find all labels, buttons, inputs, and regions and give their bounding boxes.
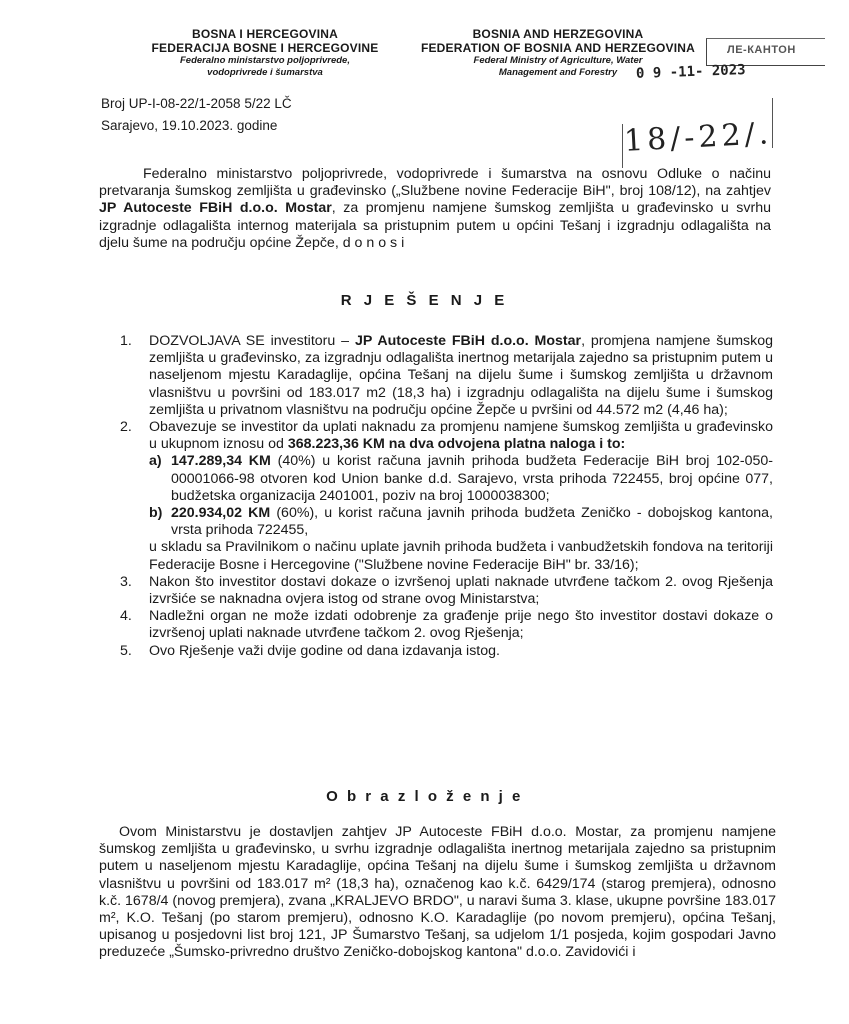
stamp-title: ЛЕ-КАНТОН	[727, 44, 796, 56]
payment-a-label: a)	[149, 453, 162, 470]
payment-a-text: (40%) u korist računa javnih prihoda budžeta Federacije BiH broj 102-050-00001066-98 otvoren kod Union banke d.d. Sarajevo, vrsta prihoda 722455, broj općine 077, budžetska organizacija 2401001, poziv na broj 1000038300;	[171, 453, 774, 504]
item-number: 1.	[120, 333, 132, 349]
header-left-ministry: Federalno ministarstvo poljoprivrede,	[180, 55, 350, 67]
payment-a-amount: 147.289,34 KM	[171, 453, 271, 470]
payment-b-text: (60%), u korist računa javnih prihoda budžeta Zeničko - dobojskog kantona, vrsta prihoda 722455,	[171, 505, 773, 539]
item-1-text-pre: DOZVOLJAVA SE investitoru –	[149, 333, 355, 349]
item-5-text: Ovo Rješenje važi dvije godine od dana izdavanja istog.	[149, 642, 500, 659]
item-2-regulation: u skladu sa Pravilnikom o načinu uplate javnih prihoda budžeta i vanbudžetskih fondova na teritoriji Federacije Bosne i Hercegovine ("Službene novine Federacije BiH" br. 33/16);	[149, 539, 773, 573]
intro-text-1: Federalno ministarstvo poljoprivrede, vodoprivrede i šumarstva na osnovu Odluke o načinu pretvaranja šumskog zemljišta u građevinsko („Službene novine Federacije BiH", broj 108/12), na zahtjev	[99, 166, 771, 200]
item-1-text-post: , promjena namjene šumskog zemljišta u građevinsko, za izgradnju odlagališta inertnog metarijala zajedno sa pristupnim putem u naseljenom mjestu Karadaglije, općina Tešanj na dijelu šume i šumskog zemljišta u državnom vlasništvu u površini od 183.017 m2 (18,3 ha) i izgradnju odlagališta na dijelu šume i šumskog zemljišta u privatnom vlasništvu na području općine Žepče u pvršini od 44.572 m2 (4,46 ha);	[149, 333, 773, 418]
header-right-federation: FEDERATION OF BOSNIA AND HERZEGOVINA	[420, 41, 696, 56]
handwritten-note: 18/-22/.	[623, 116, 774, 159]
item-4-text: Nadležni organ ne može izdati odobrenje za građenje prije nego što investitor dostavi dokaze o izvršenoj uplati naknade utvrđene tačkom 2. ovog Rješenja;	[149, 608, 773, 642]
item-1-investor: JP Autoceste FBiH d.o.o. Mostar	[354, 333, 582, 349]
header-left-federation: FEDERACIJA BOSNE I HERCEGOVINE	[151, 41, 379, 56]
header-left-country: BOSNA I HERCEGOVINA	[191, 27, 339, 41]
explanation-paragraph: Ovom Ministarstvu je dostavljen zahtjev JP Autoceste FBiH d.o.o. Mostar, za promjenu namjene šumskog zemljišta u građevinsko, u svrhu izgradnje odlagališta inertnog metarijala zajedno sa pristupnim putem u naseljenom mjestu Karadaglije, općina Tešanj na dijelu šume i šumskog zemljišta u državnom vlasništvu u površini od 183.017 m² (18,3 ha), označenog kao k.č. 6429/174 (starog premjera), odnosno k.č. 1678/4 (novog premjera), zvana „KRALJEVO BRDO", u naravi šuma 3. klase, ukupne površine 183.017 m², K.O. Tešanj (po starom premjeru), odnosno K.O. Karadaglije (po novom premjeru), općina Tešanj, upisanog u posjedovni list broj 121, JP Šumarstvo Tešanj, sa udjelom 1/1 posjeda, kojim gospodari Javno preduzeće „Šumsko-privredno društvo Zeničko-dobojskog kantona" d.o.o. Zavidovići i	[99, 824, 776, 961]
reception-stamp	[706, 38, 825, 66]
header-left-ministry-2: vodoprivrede i šumarstva	[207, 66, 323, 78]
header-left	[130, 27, 400, 78]
decision-item-4	[101, 608, 773, 642]
intro-paragraph	[99, 166, 771, 252]
intro-applicant: JP Autoceste FBiH d.o.o. Mostar	[99, 200, 332, 217]
decision-items	[101, 333, 773, 660]
header-right-ministry-2: Management and Forestry	[498, 66, 618, 78]
item-number: 4.	[120, 608, 132, 625]
decision-item-2	[101, 419, 773, 574]
item-number: 3.	[120, 573, 132, 590]
header-right-country: BOSNIA AND HERZEGOVINA	[472, 27, 644, 41]
document-number: Broj UP-I-08-22/1-2058 5/22 LČ	[101, 96, 292, 111]
place-date: Sarajevo, 19.10.2023. godine	[101, 118, 278, 133]
item-2-total: 368.223,36 KM na dva odvojena platna naloga i to:	[287, 436, 626, 453]
payment-order-b	[149, 505, 773, 539]
header-right-ministry: Federal Ministry of Agriculture, Water	[473, 55, 643, 67]
item-2-text-pre: Obavezuje se investitor da uplati naknadu za promjenu namjene šumskog zemljišta u građevinsko u ukupnom iznosu od	[149, 419, 773, 453]
decision-item-1	[101, 333, 773, 419]
stamp-date: 0 9 -11- 2023	[635, 62, 746, 82]
item-3-text: Nakon što investitor dostavi dokaze o izvršenoj uplati naknade utvrđene tačkom 2. ovog Rješenja izvršiće se naknadna ovjera istog od strane ovog Ministarstva;	[149, 573, 773, 608]
payment-order-a	[149, 453, 773, 505]
decision-item-5	[101, 643, 773, 660]
item-number: 5.	[120, 642, 132, 659]
intro-ending: d o n o s i	[342, 234, 405, 251]
item-number: 2.	[120, 419, 132, 436]
decision-title: R J E Š E N J E	[340, 292, 509, 309]
payment-b-label: b)	[149, 505, 163, 522]
intro-text-2: , za promjenu namjene šumskog zemljišta u građevinsko u svrhu izgradnje odlagališta internog materijala sa pristupnim putem u općini Tešanj i izgradnju odlagališta na djelu šume na području općine Žepče,	[99, 200, 771, 251]
explanation-title: O b r a z l o ž e n j e	[326, 788, 523, 805]
payment-b-amount: 220.934,02 KM	[171, 505, 271, 522]
decision-item-3	[101, 574, 773, 608]
